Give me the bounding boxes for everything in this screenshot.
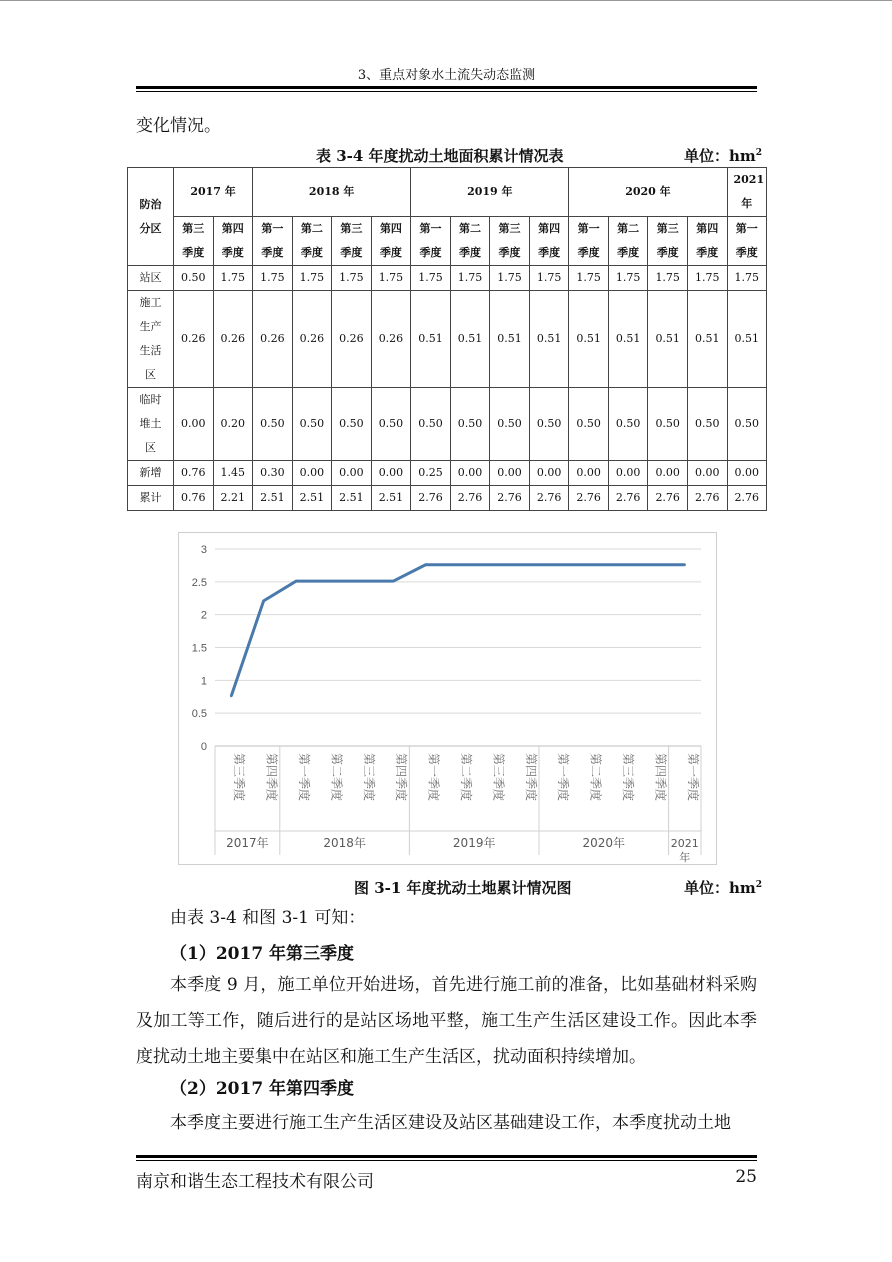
x-tick-label: 第二季度 <box>588 753 603 802</box>
intro-text: 变化情况。 <box>136 116 221 136</box>
table-cell: 1.75 <box>687 266 727 291</box>
table-cell: 1.75 <box>490 266 530 291</box>
table-cell: 0.26 <box>174 291 214 388</box>
table-cell: 0.00 <box>332 461 372 486</box>
table-cell: 0.00 <box>174 388 214 461</box>
table-cell: 0.51 <box>727 291 767 388</box>
table-unit-sup: 2 <box>755 148 763 158</box>
table-cell: 1.75 <box>411 266 451 291</box>
y-tick-label: 3 <box>200 544 207 556</box>
y-tick-label: 2.5 <box>191 576 207 589</box>
data-point <box>262 600 264 602</box>
table-cell: 0.00 <box>687 461 727 486</box>
table-cell: 0.00 <box>490 461 530 486</box>
table-cell: 0.50 <box>371 388 411 461</box>
disturbed-area-table <box>127 167 767 511</box>
data-point <box>295 580 297 582</box>
table-cell: 1.75 <box>332 266 372 291</box>
table-cell: 2.76 <box>687 486 727 511</box>
footer-company: 南京和谐生态工程技术有限公司 <box>136 1172 374 1192</box>
x-tick-label: 第一季度 <box>426 753 441 802</box>
table-cell: 0.26 <box>332 291 372 388</box>
table-cell: 0.50 <box>687 388 727 461</box>
x-tick-label: 第一季度 <box>685 753 700 802</box>
quarter-header: 第四季度 <box>529 217 569 266</box>
quarter-header: 第四季度 <box>213 217 253 266</box>
table-cell: 2.76 <box>529 486 569 511</box>
table-cell: 0.30 <box>253 461 293 486</box>
quarter-header: 第一季度 <box>569 217 609 266</box>
table-cell: 2.51 <box>332 486 372 511</box>
table-cell: 0.50 <box>529 388 569 461</box>
x-tick-label: 第一季度 <box>297 753 311 802</box>
table-row <box>128 461 767 486</box>
table-cell: 0.50 <box>490 388 530 461</box>
data-point <box>327 580 329 582</box>
row-label: 站区 <box>128 266 174 291</box>
figure-caption: 图 3-1 年度扰动土地累计情况图 <box>354 879 572 897</box>
table-cell: 2.51 <box>371 486 411 511</box>
table-cell: 0.51 <box>411 291 451 388</box>
y-tick-label: 0 <box>200 741 207 753</box>
row-label: 累计 <box>128 486 174 511</box>
table-row <box>128 291 767 388</box>
table-cell: 0.76 <box>174 461 214 486</box>
table-cell: 1.75 <box>569 266 609 291</box>
table-cell: 0.00 <box>529 461 569 486</box>
data-point <box>230 695 232 697</box>
table-cell: 0.50 <box>253 388 293 461</box>
table-cell: 0.50 <box>332 388 372 461</box>
table-row <box>128 486 767 511</box>
table-cell: 1.75 <box>450 266 490 291</box>
table-cell: 0.26 <box>292 291 332 388</box>
table-cell: 0.00 <box>292 461 332 486</box>
data-point <box>684 564 686 566</box>
table-cell: 2.21 <box>213 486 253 511</box>
zone-header: 防治分区 <box>128 168 174 266</box>
table-cell: 0.25 <box>411 461 451 486</box>
table-cell: 0.51 <box>490 291 530 388</box>
table-cell: 1.75 <box>529 266 569 291</box>
table-cell: 2.76 <box>569 486 609 511</box>
table-cell: 0.50 <box>292 388 332 461</box>
x-tick-label: 第四季度 <box>523 753 538 802</box>
table-cell: 0.00 <box>648 461 688 486</box>
table-cell: 0.51 <box>529 291 569 388</box>
footer-rule-thick <box>136 1155 757 1158</box>
table-cell: 0.00 <box>608 461 648 486</box>
quarter-header: 第一季度 <box>411 217 451 266</box>
x-tick-label: 第三季度 <box>361 753 376 802</box>
table-cell: 0.26 <box>371 291 411 388</box>
x-tick-label: 第二季度 <box>459 753 473 802</box>
x-tick-label: 第三季度 <box>232 753 247 802</box>
quarter-header: 第四季度 <box>371 217 411 266</box>
table-cell: 1.75 <box>292 266 332 291</box>
paragraph-2: 本季度主要进行施工生产生活区建设及站区基础建设工作，本季度扰动土地 <box>170 1113 731 1133</box>
year-header: 2019 年 <box>411 168 569 217</box>
figure-unit-text: 单位：hm <box>684 879 756 897</box>
data-point <box>360 580 362 582</box>
table-cell: 0.51 <box>608 291 648 388</box>
table-caption: 表 3-4 年度扰动土地面积累计情况表 <box>316 147 564 165</box>
table-cell: 2.51 <box>253 486 293 511</box>
table-cell: 2.76 <box>450 486 490 511</box>
chart-frame <box>178 532 717 865</box>
table-cell: 0.51 <box>450 291 490 388</box>
x-tick-label: 第四季度 <box>394 753 409 802</box>
row-label: 临时堆土区 <box>128 388 174 461</box>
table-cell: 2.76 <box>648 486 688 511</box>
quarter-header: 第三季度 <box>490 217 530 266</box>
table-cell: 0.51 <box>648 291 688 388</box>
data-point <box>586 564 588 566</box>
row-label: 新增 <box>128 461 174 486</box>
table-cell: 0.00 <box>727 461 767 486</box>
table-cell: 2.76 <box>411 486 451 511</box>
x-group-label: 2018年 <box>323 836 366 850</box>
table-cell: 0.26 <box>253 291 293 388</box>
x-group-label: 2017年 <box>226 836 269 850</box>
table-cell: 1.75 <box>213 266 253 291</box>
table-unit <box>684 145 762 166</box>
x-tick-label: 第四季度 <box>264 753 279 802</box>
table-cell: 0.00 <box>371 461 411 486</box>
table-cell: 0.50 <box>450 388 490 461</box>
table-cell: 1.75 <box>727 266 767 291</box>
year-header: 2021 年 <box>727 168 767 217</box>
table-cell: 0.50 <box>727 388 767 461</box>
x-group-label: 2021 年 <box>670 837 699 864</box>
quarter-header: 第三季度 <box>174 217 214 266</box>
quarter-header: 第三季度 <box>332 217 372 266</box>
table-cell: 1.75 <box>608 266 648 291</box>
y-tick-label: 2 <box>200 609 207 622</box>
x-tick-label: 第二季度 <box>329 753 344 802</box>
quarter-header: 第二季度 <box>292 217 332 266</box>
table-cell: 1.45 <box>213 461 253 486</box>
data-point <box>554 564 556 566</box>
table-cell: 0.51 <box>687 291 727 388</box>
y-tick-label: 0.5 <box>191 708 207 721</box>
x-tick-label: 第一季度 <box>556 753 571 802</box>
cumulative-area-chart <box>179 533 716 864</box>
table-cell: 0.50 <box>569 388 609 461</box>
data-point <box>489 564 491 566</box>
table-cell: 0.50 <box>411 388 451 461</box>
x-group-label: 2019年 <box>452 836 496 850</box>
x-tick-label: 第四季度 <box>653 753 668 802</box>
table-cell: 1.75 <box>253 266 293 291</box>
table-cell: 1.75 <box>371 266 411 291</box>
year-header: 2018 年 <box>253 168 411 217</box>
table-cell: 2.76 <box>490 486 530 511</box>
quarter-header: 第二季度 <box>608 217 648 266</box>
quarter-header: 第一季度 <box>727 217 767 266</box>
table-cell: 0.50 <box>648 388 688 461</box>
data-point <box>457 564 459 566</box>
quarter-header: 第二季度 <box>450 217 490 266</box>
year-header: 2017 年 <box>174 168 253 217</box>
quarter-header: 第四季度 <box>687 217 727 266</box>
page-top-border <box>0 0 892 1</box>
data-point <box>424 564 426 566</box>
data-point <box>522 564 524 566</box>
lead-paragraph: 由表 3-4 和图 3-1 可知： <box>170 908 366 928</box>
y-tick-label: 1.5 <box>191 642 207 655</box>
table-cell: 0.00 <box>569 461 609 486</box>
figure-unit <box>684 877 762 898</box>
paragraph-1: 本季度 9 月，施工单位开始进场，首先进行施工前的准备，比如基础材料采购及加工等工作，随后进行的是站区场地平整，施工生产生活区建设工作。因此本季度扰动土地主要集中在站区和施工生产生活区，扰动面积持续增加。 <box>136 975 757 1067</box>
table-row <box>128 388 767 461</box>
row-label: 施工生产生活区 <box>128 291 174 388</box>
table-cell: 0.26 <box>213 291 253 388</box>
quarter-header: 第三季度 <box>648 217 688 266</box>
data-point <box>619 564 621 566</box>
page-number: 25 <box>735 1167 757 1187</box>
table-cell: 1.75 <box>648 266 688 291</box>
table-cell: 0.51 <box>569 291 609 388</box>
x-tick-label: 第三季度 <box>621 753 635 802</box>
x-group-label: 2020年 <box>582 836 626 850</box>
table-row <box>128 266 767 291</box>
y-tick-label: 1 <box>200 675 207 688</box>
header-rule-thin <box>136 91 757 92</box>
section-heading-2: （2）2017 年第四季度 <box>170 1079 355 1099</box>
table-unit-text: 单位：hm <box>684 147 756 165</box>
table-cell: 0.50 <box>174 266 214 291</box>
quarter-header: 第一季度 <box>253 217 293 266</box>
running-header: 3、重点对象水土流失动态监测 <box>357 68 536 83</box>
table-cell: 0.00 <box>450 461 490 486</box>
table-cell: 2.51 <box>292 486 332 511</box>
table-cell: 2.76 <box>608 486 648 511</box>
footer-rule-thin <box>136 1160 757 1161</box>
table-cell: 2.76 <box>727 486 767 511</box>
data-point <box>651 564 653 566</box>
figure-unit-sup: 2 <box>755 880 763 890</box>
header-rule-thick <box>136 86 757 89</box>
cumulative-area-series-line <box>231 565 685 696</box>
table-cell: 0.50 <box>608 388 648 461</box>
table-cell: 0.20 <box>213 388 253 461</box>
data-point <box>392 580 394 582</box>
year-header: 2020 年 <box>569 168 727 217</box>
section-heading-1: （1）2017 年第三季度 <box>170 944 355 964</box>
table-cell: 0.76 <box>174 486 214 511</box>
x-tick-label: 第三季度 <box>491 753 506 802</box>
